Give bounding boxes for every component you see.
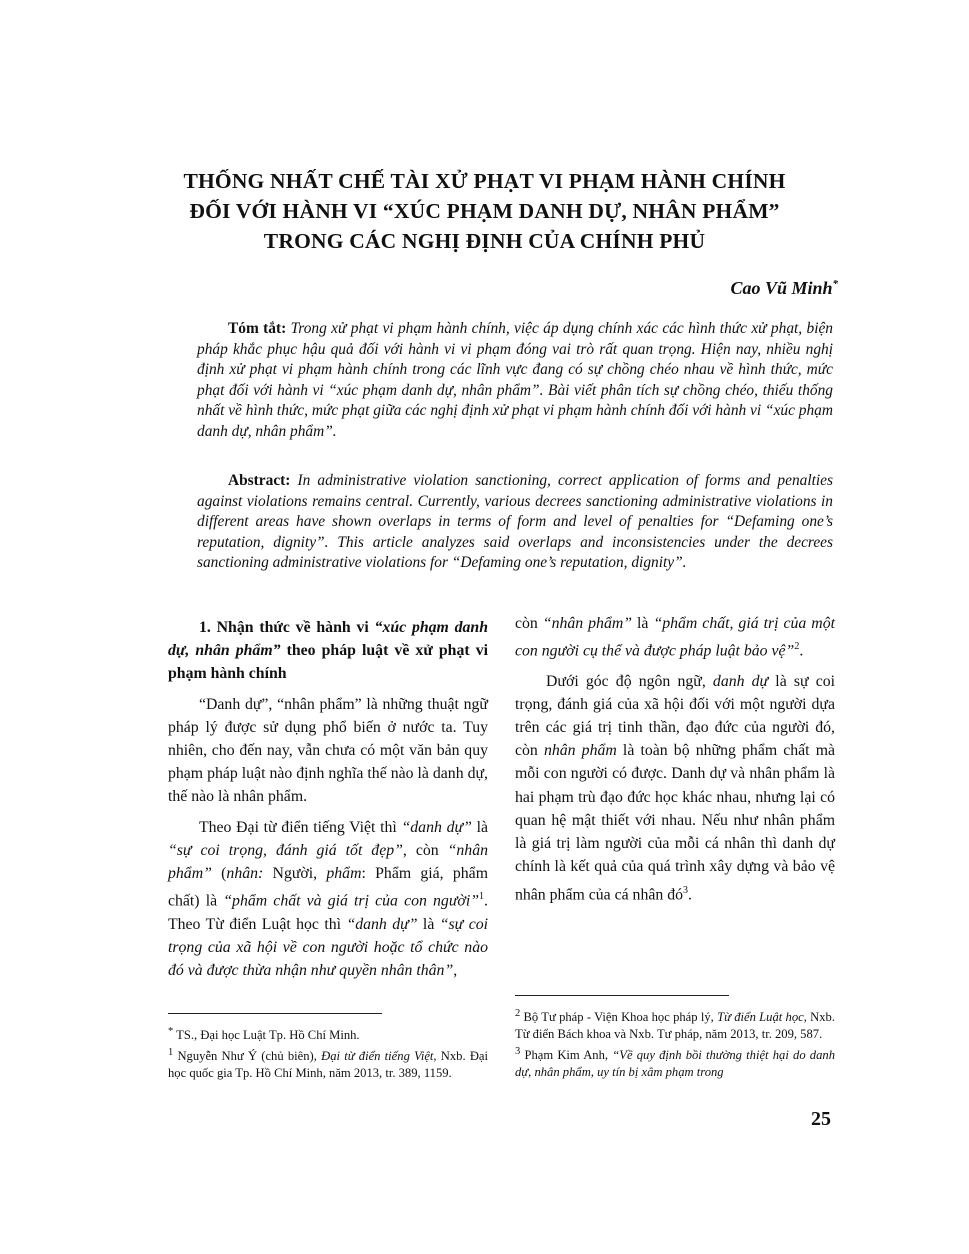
title-line-3: TRONG CÁC NGHỊ ĐỊNH CỦA CHÍNH PHỦ <box>263 229 706 253</box>
footnote-divider-right <box>515 995 729 996</box>
abstract-en-label: Abstract: <box>228 472 291 489</box>
footnote-author: * TS., Đại học Luật Tp. Hồ Chí Minh. <box>168 1026 360 1043</box>
footnote-1: $^1$ Nguyễn Như Ý (chủ biên), Đại từ điển tiếng Việt, Nxb. Đại học quốc gia Tp. Hồ Chí Minh, năm 2013, tr. 389, 1159. <box>168 1047 489 1081</box>
title-line-2: ĐỐI VỚI HÀNH VI “XÚC PHẠM DANH DỰ, NHÂN PHẨM” <box>189 199 780 223</box>
section-heading: 1. Nhận thức về hành vi “xúc phạm danh dự, nhân phẩm” theo pháp luật về xử phạt vi phạm hành chính <box>168 619 488 683</box>
abstract-en-text: In administrative violation sanctioning, correct application of forms and penalties against violations remains central. Currently, various decrees sanctioning administrative violations in different areas have shown overlaps in terms of form and level of penalties for “Defaming one’s reputation, dignity”. This article analyzes said overlaps and inconsistencies under the decrees sanctioning administrative violations for “Defaming one’s reputation, dignity”. <box>197 472 833 572</box>
footnote-3: $^3$ Phạm Kim Anh, “Về quy định bồi thường thiệt hại do danh dự, nhân phẩm, uy tín bị xâm phạm trong <box>515 1046 835 1080</box>
author-mark: * <box>832 278 838 290</box>
title-line-1: THỐNG NHẤT CHẾ TÀI XỬ PHẠT VI PHẠM HÀNH CHÍNH <box>183 169 786 193</box>
abstract-vi-text: Trong xử phạt vi phạm hành chính, việc áp dụng chính xác các hình thức xử phạt, biện pháp khắc phục hậu quả đối với hành vi vi phạm đóng vai trò rất quan trọng. Hiện nay, nhiều nghị định xử phạt vi phạm hành chính trong các lĩnh vực đang có sự chồng chéo nhau về hình thức, mức phạt đối với hành vi “xúc phạm danh dự, nhân phẩm”. Bài viết phân tích sự chồng chéo, thiếu thống nhất về hình thức, mức phạt giữa các nghị định xử phạt vi phạm hành chính đối với hành vi “xúc phạm danh dự, nhân phẩm”. <box>197 320 833 440</box>
footnote-divider-left <box>168 1013 382 1014</box>
article-title <box>120 166 849 256</box>
footnote-ref-1: 1 <box>479 891 485 903</box>
author-name: Cao Vũ Minh <box>730 278 833 298</box>
abstract-vietnamese <box>197 319 833 443</box>
paragraph-4: Dưới góc độ ngôn ngữ, danh dự là sự coi trọng, đánh giá của xã hội đối với một người dựa trên các giá trị tinh thần, đạo đức của người đó, còn nhân phẩm là toàn bộ những phẩm chất mà mỗi con người có được. Danh dự và nhân phẩm là hai phạm trù đạo đức học khác nhau, nhưng lại có quan hệ mật thiết với nhau. Nếu như nhân phẩm là giá trị làm người của mỗi cá nhân thì danh dự chính là kết quả của quá trình xây dựng và bảo vệ nhân phẩm của cá nhân đó$^3$. <box>515 672 835 903</box>
page-number: 25 <box>811 1108 831 1130</box>
paragraph-2: Theo Đại từ điển tiếng Việt thì “danh dự” là “sự coi trọng, đánh giá tốt đẹp”, còn “nhân phẩm” (nhân: Người, phẩm: Phẩm giá, phẩm chất) là “phẩm chất và giá trị của con người”$^1$. Theo Từ điển Luật học thì “danh dự” là “sự coi trọng của xã hội về con người hoặc tổ chức nào đó và được thừa nhận như quyền nhân thân”, <box>168 818 488 980</box>
footnote-2: $^2$ Bộ Tư pháp - Viện Khoa học pháp lý, Từ điển Luật học, Nxb. Từ điển Bách khoa và Nxb. Tư pháp, năm 2013, tr. 209, 587. <box>515 1008 835 1042</box>
right-column <box>515 612 835 913</box>
abstract-vi-label: Tóm tắt: <box>228 320 287 337</box>
paragraph-1: “Danh dự”, “nhân phẩm” là những thuật ngữ pháp lý được sử dụng phổ biến ở nước ta. Tuy nhiên, cho đến nay, vẫn chưa có một văn bản quy phạm pháp luật nào định nghĩa thế nào là danh dự, thế nào là nhân phẩm. <box>168 695 488 806</box>
footnotes-left <box>168 1023 488 1082</box>
footnote-ref-2: 2 <box>794 641 800 653</box>
abstract-english <box>197 471 833 574</box>
footnotes-right <box>515 1005 835 1081</box>
paragraph-3: còn “nhân phẩm” là “phẩm chất, giá trị của một con người cụ thể và được pháp luật bảo vệ”$^2$. <box>515 615 835 660</box>
left-column <box>168 616 488 989</box>
footnote-ref-3: 3 <box>683 884 688 896</box>
author <box>730 278 838 299</box>
